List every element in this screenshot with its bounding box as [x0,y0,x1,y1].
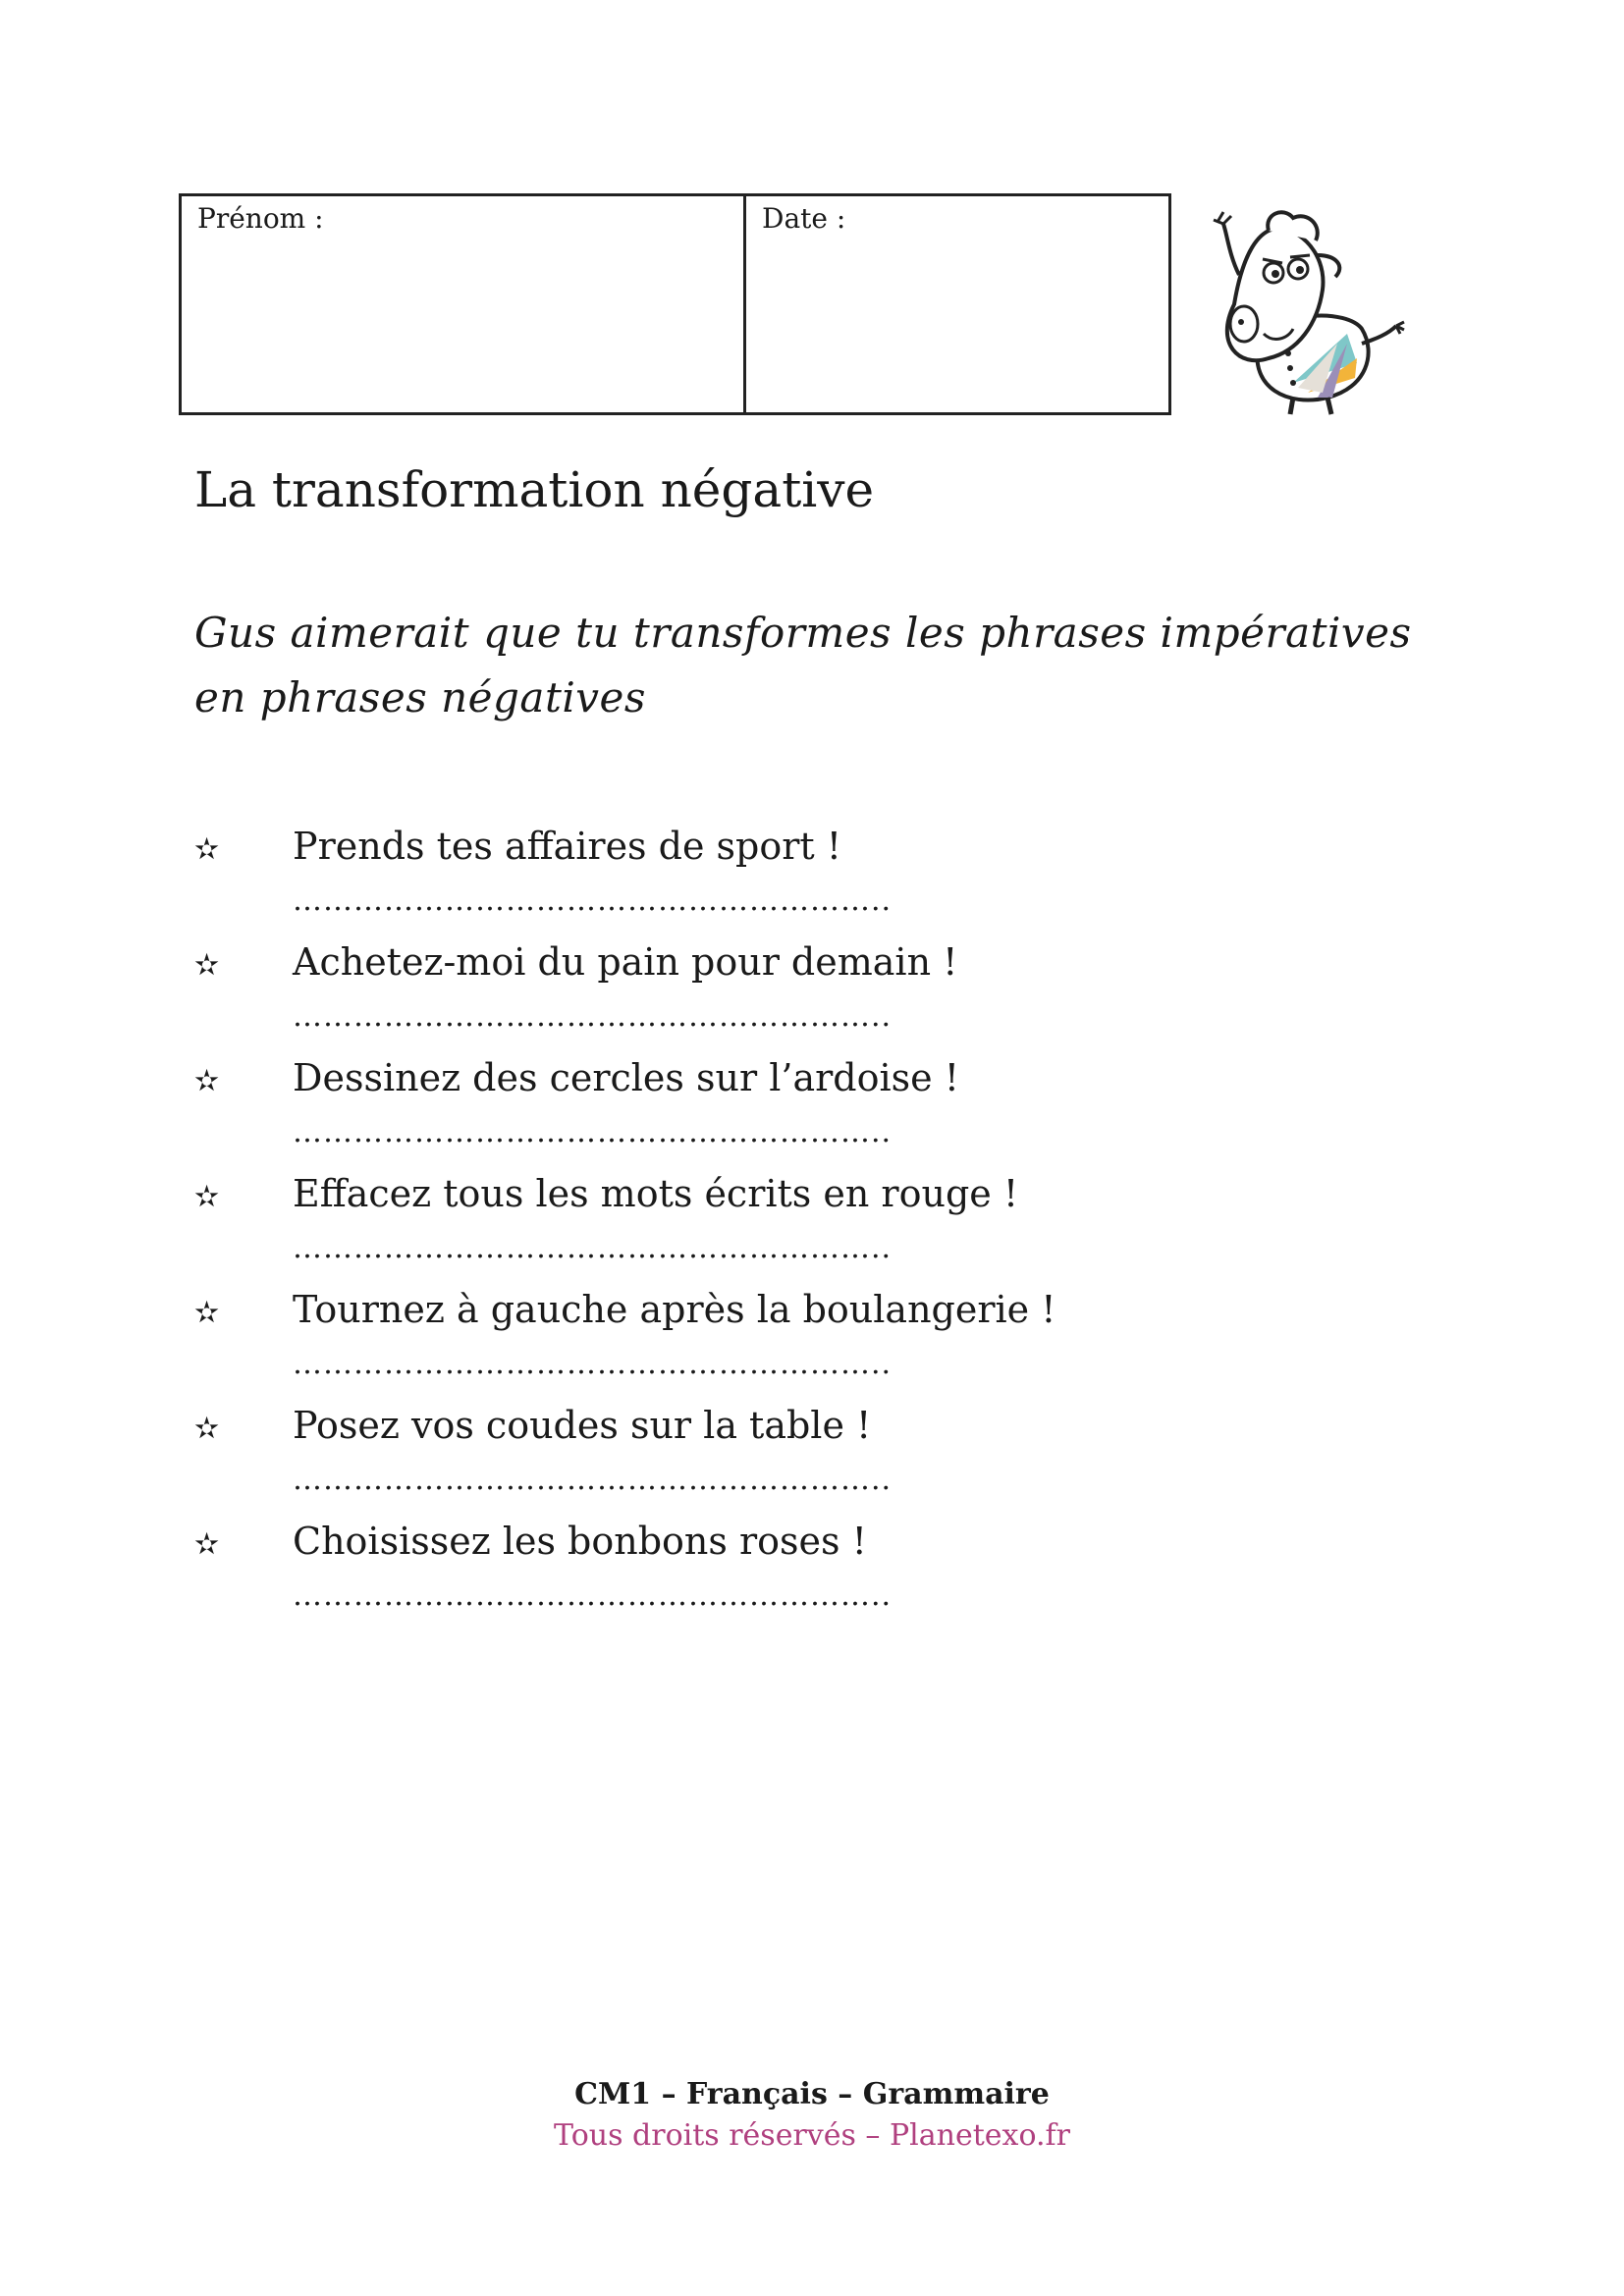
answer-line[interactable]: ………………………………………………….. [293,1115,893,1149]
answer-line[interactable]: ………………………………………………….. [293,1463,893,1497]
answer-line[interactable]: ………………………………………………….. [293,1578,893,1613]
name-label: Prénom : [197,202,324,235]
header-table [179,193,1171,415]
name-field[interactable] [182,196,746,412]
star-icon: ✫ [194,948,220,983]
sheep-mascot-icon [1200,196,1416,417]
sentence-text: Prends tes affaires de sport ! [293,825,842,868]
star-icon: ✫ [194,1412,220,1446]
answer-line[interactable]: ………………………………………………….. [293,883,893,918]
star-icon: ✫ [194,1180,220,1214]
star-icon: ✫ [194,832,220,867]
exercise-list [194,825,1274,1635]
answer-line[interactable]: ………………………………………………….. [293,1231,893,1265]
list-item [194,1520,1274,1635]
sentence-text: Achetez-moi du pain pour demain ! [293,940,958,984]
date-label: Date : [762,202,846,235]
sentence-text: Choisissez les bonbons roses ! [293,1520,867,1563]
list-item [194,940,1274,1056]
list-item [194,1056,1274,1172]
sentence-text: Dessinez des cercles sur l’ardoise ! [293,1056,959,1099]
footer-rights[interactable]: Tous droits réservés – Planetexo.fr [554,2118,1070,2153]
instruction-text: Gus aimerait que tu transformes les phrases impératives en phrases négatives [194,609,1412,721]
star-icon: ✫ [194,1064,220,1098]
sentence-text: Posez vos coudes sur la table ! [293,1404,872,1447]
sentence-text: Tournez à gauche après la boulangerie ! [293,1288,1056,1331]
list-item [194,1288,1274,1404]
list-item [194,825,1274,940]
sentence-text: Effacez tous les mots écrits en rouge ! [293,1172,1019,1215]
date-field[interactable] [746,196,1168,412]
list-item [194,1404,1274,1520]
list-item [194,1172,1274,1288]
answer-line[interactable]: ………………………………………………….. [293,999,893,1034]
star-icon: ✫ [194,1296,220,1330]
footer-level: CM1 – Français – Grammaire [574,2077,1050,2111]
page-title: La transformation négative [194,461,875,518]
answer-line[interactable]: ………………………………………………….. [293,1347,893,1381]
star-icon: ✫ [194,1527,220,1562]
